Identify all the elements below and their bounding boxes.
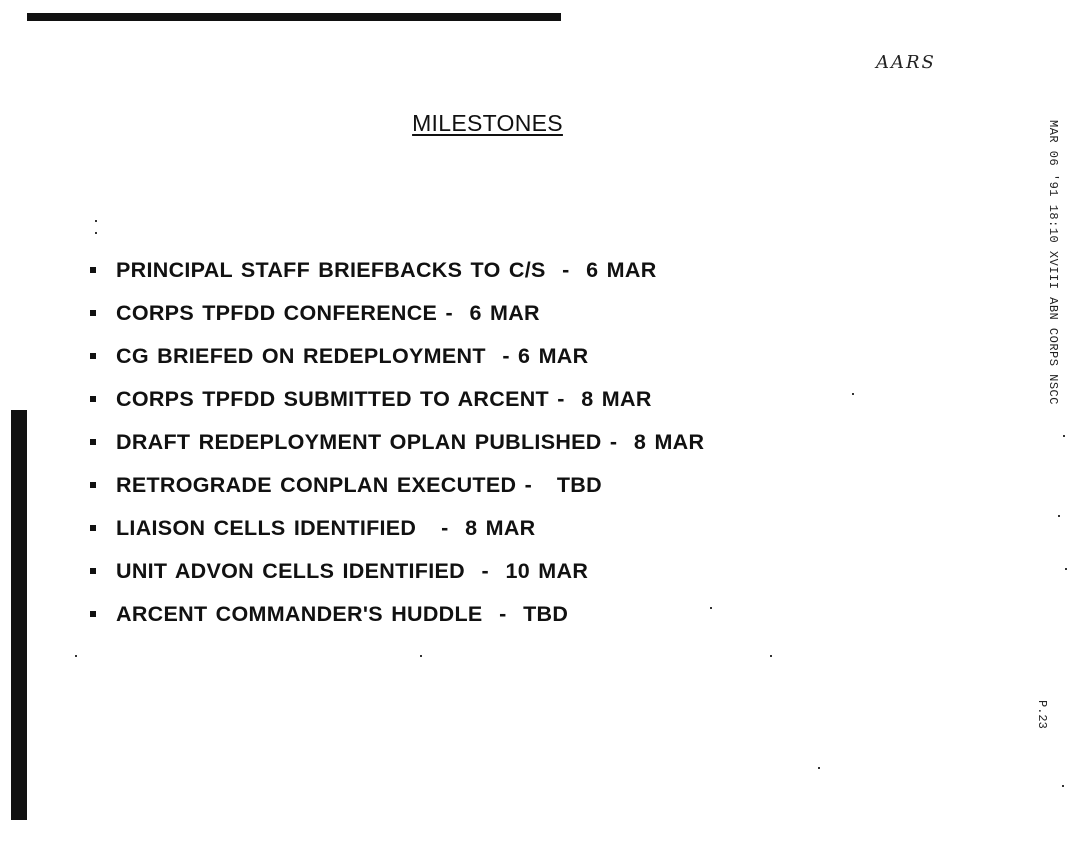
- milestone-text: PRINCIPAL STAFF BRIEFBACKS TO C/S - 6 MAR: [116, 257, 657, 282]
- page-title: MILESTONES: [412, 110, 563, 136]
- fax-header: MAR 06 '91 18:10 XVIII ABN CORPS NSCC: [1046, 120, 1060, 405]
- scan-speck: [818, 767, 820, 769]
- scan-speck: [95, 232, 97, 234]
- bullet-icon: [90, 396, 96, 402]
- list-item: [90, 291, 704, 334]
- milestone-text: CORPS TPFDD CONFERENCE - 6 MAR: [116, 300, 540, 325]
- list-item: [90, 334, 704, 377]
- scan-edge-bar: [11, 410, 27, 820]
- bullet-icon: [90, 568, 96, 574]
- milestone-text: DRAFT REDEPLOYMENT OPLAN PUBLISHED - 8 MAR: [116, 429, 705, 454]
- milestone-list: [90, 248, 704, 635]
- list-item: [90, 377, 704, 420]
- scan-speck: [1063, 435, 1065, 437]
- bullet-icon: [90, 611, 96, 617]
- scan-speck: [1058, 515, 1060, 517]
- milestone-text: ARCENT COMMANDER'S HUDDLE - TBD: [116, 601, 569, 626]
- bullet-icon: [90, 439, 96, 445]
- list-item: [90, 248, 704, 291]
- list-item: [90, 549, 704, 592]
- milestone-text: UNIT ADVON CELLS IDENTIFIED - 10 MAR: [116, 558, 589, 583]
- list-item: [90, 592, 704, 635]
- milestone-text: RETROGRADE CONPLAN EXECUTED - TBD: [116, 472, 602, 497]
- bullet-icon: [90, 267, 96, 273]
- bullet-icon: [90, 353, 96, 359]
- milestone-text: CORPS TPFDD SUBMITTED TO ARCENT - 8 MAR: [116, 386, 652, 411]
- scan-speck: [1065, 568, 1067, 570]
- list-item: [90, 506, 704, 549]
- bullet-icon: [90, 310, 96, 316]
- list-item: [90, 463, 704, 506]
- scan-speck: [852, 393, 854, 395]
- scan-speck: [95, 220, 97, 222]
- milestone-text: CG BRIEFED ON REDEPLOYMENT - 6 MAR: [116, 343, 589, 368]
- list-item: [90, 420, 704, 463]
- scan-speck: [75, 655, 77, 657]
- bullet-icon: [90, 482, 96, 488]
- scan-speck: [420, 655, 422, 657]
- scan-speck: [770, 655, 772, 657]
- handwritten-annotation: AARS: [876, 52, 936, 73]
- top-rule: [27, 13, 561, 21]
- scan-speck: [1062, 785, 1064, 787]
- bullet-icon: [90, 525, 96, 531]
- scan-speck: [710, 607, 712, 609]
- page-number: P.23: [1035, 700, 1049, 729]
- milestone-text: LIAISON CELLS IDENTIFIED - 8 MAR: [116, 515, 536, 540]
